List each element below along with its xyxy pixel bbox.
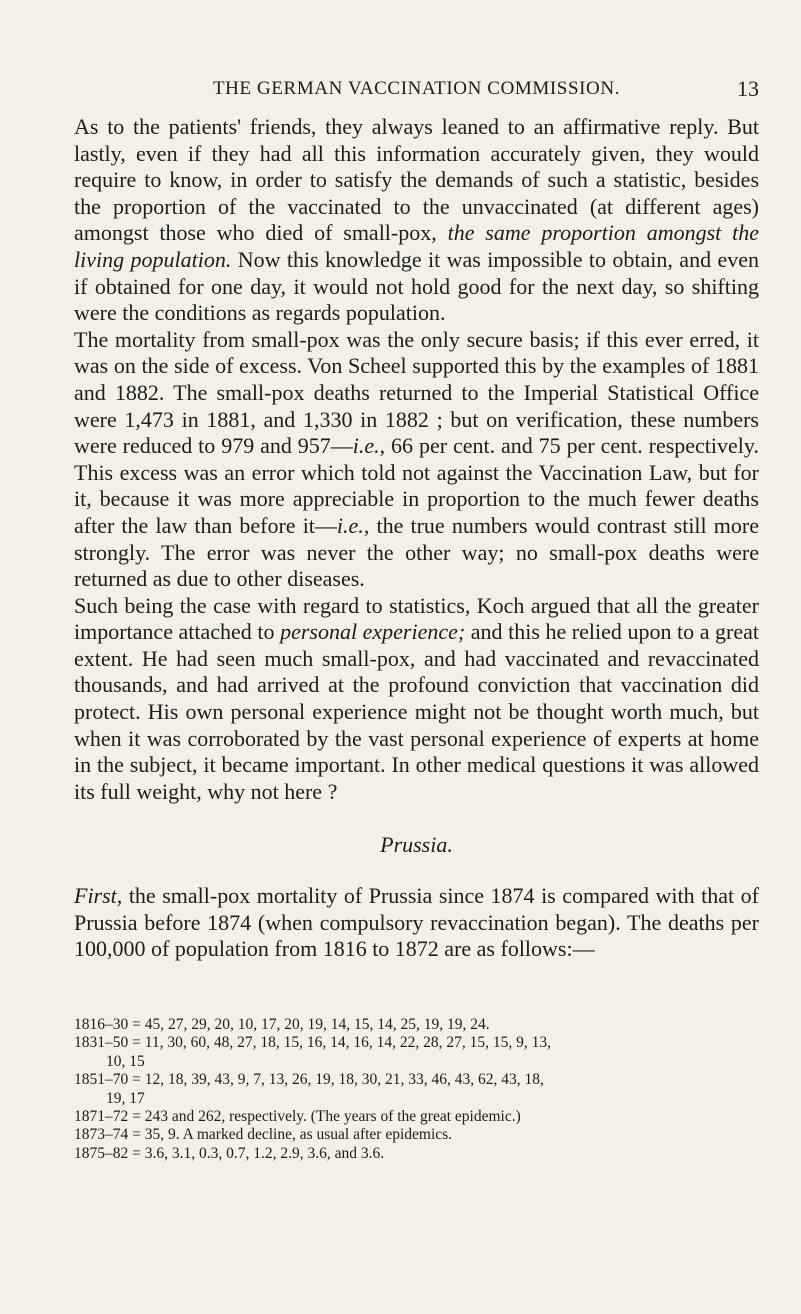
paragraph-text: As to the patients' friends, they always leaned to an affirmative reply. But lastly, even if they had all this information accurately given, they would require to know, in order to satisfy the demands of such a statistic, besides the proportion of the vaccinated to the unvaccinated (at different ages) amongst those who died of small-pox,	[74, 114, 759, 246]
emphasis-text: First,	[74, 883, 123, 908]
paragraph-text: Now this knowledge it was impossible to obtain, and even if obtained for one day, it would not hold good for the next day, so shifting were the conditions as regards population.	[74, 246, 759, 326]
paragraph-text: Such being the case with regard to statistics, Koch argued that all the greater importance attached to	[74, 592, 759, 645]
paragraph-koch	[74, 593, 759, 806]
paragraph-text: The mortality from small-pox was the only secure basis; if this ever erred, it was on the side of excess. Von Scheel supported this by the examples of 1881 and 1882. The small-pox deaths returned to the Imperial Statistical Office were 1,473 in 1881, and 1,330 in 1882 ; but on verification, these numbers were reduced to 979 and 957—	[74, 326, 759, 459]
section-heading-prussia: Prussia.	[380, 832, 453, 857]
running-head	[74, 70, 759, 104]
data-line-1831-50-cont: 10, 15	[106, 1052, 145, 1070]
data-line-1873-74: 1873–74 = 35, 9. A marked decline, as usual after epidemics.	[74, 1126, 453, 1144]
data-line-1851-70-cont: 19, 17	[106, 1089, 145, 1107]
data-line-1871-72: 1871–72 = 243 and 262, respectively. (The years of the great epidemic.)	[74, 1108, 521, 1126]
emphasis-text: the same proportion amongst the living population.	[74, 220, 759, 272]
emphasis-text: personal experience;	[280, 619, 466, 645]
emphasis-text: i.e.	[352, 433, 380, 459]
paragraph-prussia	[74, 883, 759, 963]
data-line-1851-70: 1851–70 = 12, 18, 39, 43, 9, 7, 13, 26, 19, 18, 30, 21, 33, 46, 43, 62, 43, 18,	[74, 1071, 544, 1089]
page-number: 13	[737, 76, 759, 101]
emphasis-text: i.e.	[336, 512, 364, 538]
running-title: THE GERMAN VACCINATION COMMISSION.	[212, 78, 621, 99]
data-line-1875-82: 1875–82 = 3.6, 3.1, 0.3, 0.7, 1.2, 2.9, 3.6, and 3.6.	[74, 1144, 385, 1162]
data-line-1831-50: 1831–50 = 11, 30, 60, 48, 27, 18, 15, 16, 14, 16, 14, 22, 28, 27, 15, 15, 9, 13,	[74, 1034, 552, 1052]
mortality-data-list	[74, 1016, 764, 1163]
body-text	[74, 114, 759, 805]
paragraph-text: the small-pox mortality of Prussia since 1874 is compared with that of Prussia before 1874 (when compulsory revaccination began). The deaths per 100,000 of population from 1816 to 1872 are as follows:—	[74, 883, 759, 962]
paragraph-text: and this he relied upon to a great extent. He had seen much small-pox, and had vaccinated and revaccinated thousands, and had arrived at the profound conviction that vaccination did protect. His own personal experience might not be thought worth much, but when it was corroborated by the vast personal experience of experts at home in the subject, it became important. In other medical questions it was allowed its full weight, why not here ?	[74, 619, 759, 804]
paragraph-patients-friends	[74, 114, 759, 327]
data-line-1816-30: 1816–30 = 45, 27, 29, 20, 10, 17, 20, 19, 14, 15, 14, 25, 19, 19, 24.	[74, 1016, 490, 1033]
paragraph-text: , 66 per cent. and 75 per cent. respectively. This excess was an error which told not against the Vaccination Law, but for it, because it was more appreciable in proportion to the much fewer deaths after the law than before it—	[74, 433, 759, 538]
paragraph-text: , the true numbers would contrast still more strongly. The error was never the other way; no small-pox deaths were returned as due to other diseases.	[74, 512, 759, 592]
paragraph-mortality	[74, 327, 759, 593]
